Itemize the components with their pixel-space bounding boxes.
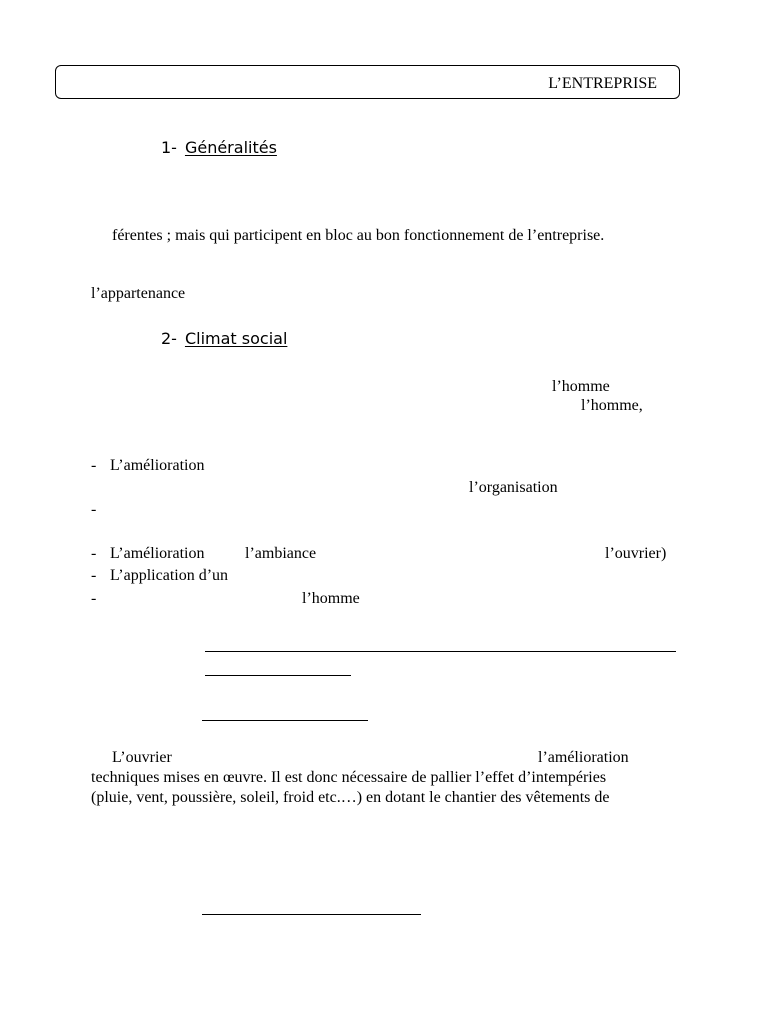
- section-1-line-1: férentes ; mais qui participent en bloc au bon fonctionnement de l’entreprise.: [112, 227, 605, 244]
- section-2-heading: [161, 331, 287, 348]
- section-2-title: Climat social: [184, 329, 288, 348]
- paragraph-ouvrier: L’ouvrier: [112, 749, 172, 766]
- list-item-3-a: L’amélioration: [110, 545, 205, 562]
- list-dash-4: -: [91, 567, 97, 584]
- homme-fragment-1: l’homme: [552, 378, 610, 395]
- homme-fragment-2: l’homme,: [581, 397, 643, 414]
- underline-rule-3: [202, 720, 368, 721]
- underline-rule-4: [202, 914, 421, 915]
- list-item-1-organisation: l’organisation: [469, 479, 558, 496]
- list-dash-1: -: [91, 457, 97, 474]
- header-box: [55, 65, 680, 99]
- list-item-1: L’amélioration: [110, 457, 205, 474]
- list-dash-5: -: [91, 590, 97, 607]
- section-1-title: Généralités: [184, 138, 277, 157]
- header-title: L’ENTREPRISE: [548, 75, 657, 92]
- paragraph-line-2: techniques mises en œuvre. Il est donc nécessaire de pallier l’effet d’intempéries: [91, 769, 607, 786]
- section-1-number: 1-: [161, 138, 177, 157]
- underline-rule-1: [205, 651, 676, 652]
- section-2-number: 2-: [161, 329, 177, 348]
- paragraph-line-3: (pluie, vent, poussière, soleil, froid etc.…) en dotant le chantier des vêtements de: [91, 789, 610, 806]
- underline-rule-2: [205, 675, 351, 676]
- section-1-heading: [161, 140, 277, 157]
- list-item-4: L’application d’un: [110, 567, 229, 584]
- section-1-line-2: l’appartenance: [91, 285, 186, 302]
- list-item-3-c: l’ouvrier): [605, 545, 667, 562]
- list-item-5: l’homme: [302, 590, 360, 607]
- paragraph-amelioration: l’amélioration: [538, 749, 629, 766]
- list-dash-3: -: [91, 545, 97, 562]
- list-item-3-b: l’ambiance: [245, 545, 317, 562]
- list-dash-2: -: [91, 501, 97, 518]
